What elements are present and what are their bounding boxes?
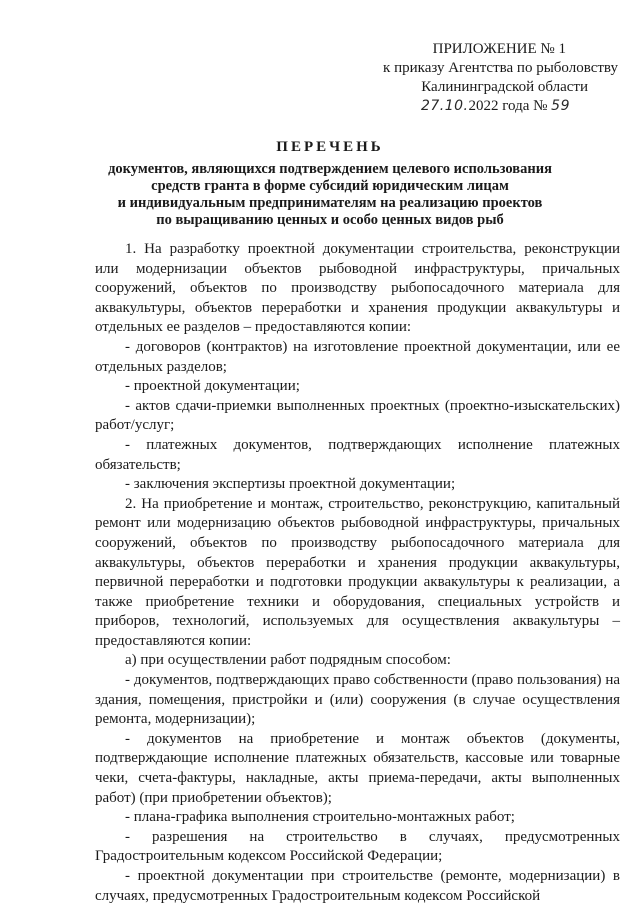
body-paragraph: - платежных документов, подтверждающих исполнение платежных обязательств; [95, 436, 620, 473]
heading-title: ПЕРЕЧЕНЬ [276, 139, 384, 155]
appendix-order-line: к приказу Агентства по рыболовству [383, 60, 618, 76]
body-paragraph: - документов на приобретение и монтаж объектов (документы, подтверждающие исполнение платежных обязательств, кассовые или товарные чеки, счета-фактуры, накладные, акты приема-передачи, акты выполненных работ) (при приобретении объектов); [95, 730, 620, 806]
heading-subtitle-line: средств гранта в форме субсидий юридическим лицам [151, 178, 509, 194]
appendix-header [318, 40, 618, 116]
handwritten-date: 27.10. [420, 98, 469, 114]
document-heading [60, 137, 600, 229]
body-paragraph: - договоров (контрактов) на изготовление проектной документации, или ее отдельных разделов; [95, 338, 620, 375]
body-paragraph: - проектной документации; [125, 378, 300, 395]
body-paragraph: - проектной документации при строительстве (ремонте, модернизации) в случаях, предусмотренных Градостроительным кодексом Российской [95, 868, 620, 904]
appendix-date-line [318, 97, 618, 116]
body-paragraph: 2. На приобретение и монтаж, строительство, реконструкцию, капитальный ремонт или модернизацию объектов рыбоводной инфраструктуры, причальных сооружений, объектов по производству рыбопосадочного материала для аквакультуры, объектов переработки и хранения продукции аквакультуры, первичной переработки и подготовки продукции аквакультуры к реализации, а также приобретение техники и оборудования, специальных устройств и приборов, технологий, используемых для осуществления аквакультуры – предоставляются копии: [95, 495, 620, 649]
handwritten-number: 59 [551, 98, 570, 114]
body-paragraph: 1. На разработку проектной документации строительства, реконструкции или модернизации объектов рыбоводной инфраструктуры, причальных сооружений, объектов по производству рыбопосадочного материала для аквакультуры, объектов переработки и хранения продукции аквакультуры и отдельных ее разделов – предоставляются копии: [95, 241, 620, 336]
heading-subtitle-line: по выращиванию ценных и особо ценных видов рыб [156, 212, 504, 228]
heading-subtitle-line: документов, являющихся подтверждением целевого использования [108, 161, 552, 177]
body-paragraph: а) при осуществлении работ подрядным способом: [125, 652, 451, 669]
appendix-title: ПРИЛОЖЕНИЕ № 1 [432, 41, 566, 57]
body-paragraph: - актов сдачи-приемки выполненных проектных (проектно-изыскательских) работ/услуг; [95, 397, 620, 434]
body-paragraph: - разрешения на строительство в случаях, предусмотренных Градостроительным кодексом Российской Федерации; [95, 828, 620, 865]
body-paragraph: - документов, подтверждающих право собственности (право пользования) на здания, помещения, пристройки и (или) сооружения (в случае осуществления ремонта, модернизации); [95, 672, 620, 728]
document-body [95, 240, 620, 906]
appendix-region: Калининградской области [421, 79, 588, 95]
heading-subtitle-line: и индивидуальным предпринимателям на реализацию проектов [117, 195, 543, 211]
date-suffix: 2022 года № [468, 98, 548, 114]
body-paragraph: - плана-графика выполнения строительно-монтажных работ; [125, 809, 515, 826]
body-paragraph: - заключения экспертизы проектной документации; [125, 476, 456, 493]
